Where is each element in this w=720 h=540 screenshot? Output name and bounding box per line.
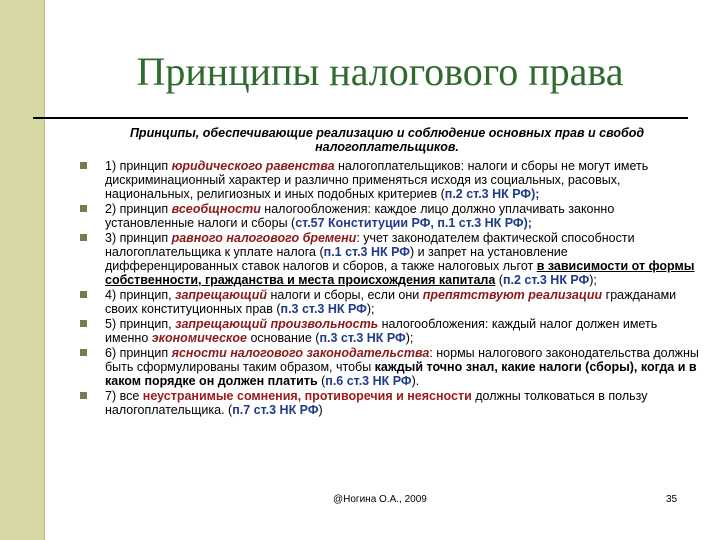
- item-text: 3) принцип: [105, 231, 172, 245]
- list-item-3: [80, 231, 700, 287]
- item-keyword: запрещающий: [175, 288, 268, 302]
- sidebar-divider: [44, 0, 45, 540]
- item-keyword: экономическое: [151, 331, 247, 345]
- item-legal-ref: п.3 ст.3 НК РФ: [280, 302, 367, 316]
- item-text: 4) принцип,: [105, 288, 176, 302]
- item-text: );: [405, 331, 414, 345]
- item-text: (: [317, 374, 326, 388]
- list-item-6: [80, 346, 700, 388]
- item-legal-ref: п.1 ст.3 НК РФ: [323, 245, 410, 259]
- square-bullet-icon: [80, 205, 87, 212]
- item-emphasis: каждый точно знал, какие налоги (сборы), когда и в каком порядке он должен платить: [105, 360, 697, 388]
- item-text: . (: [221, 403, 233, 417]
- item-text: 6) принцип: [105, 346, 172, 360]
- slide-subtitle: Принципы, обеспечивающие реализацию и соблюдение основных прав и свобод налогоплательщиков.: [129, 126, 645, 154]
- item-text: 1) принцип: [105, 159, 172, 173]
- item-text: ) и запрет на установление дифференцированных ставок налогов и сборов, а также налоговых льгот: [105, 245, 568, 273]
- list-item-7: [80, 389, 700, 417]
- item-text: );: [531, 187, 540, 201]
- list-item-2: [80, 202, 700, 230]
- slide-title: Принципы налогового права: [136, 49, 624, 94]
- item-text: налогоплательщиков: налоги и сборы не могут иметь дискриминационный характер и различно применяться исходя из социальных, расовых, национальных, религиозных и иных подобных критериев (: [105, 159, 649, 201]
- item-keyword: неустранимые сомнения, противоречия и неясности: [142, 389, 472, 403]
- item-text: налогообложения: каждое лицо должно уплачивать законно установленные налоги и сборы (: [105, 202, 615, 230]
- item-keyword: ясности налогового законодательства: [171, 346, 430, 360]
- item-text: );: [366, 302, 375, 316]
- item-keyword: всеобщности: [171, 202, 261, 216]
- square-bullet-icon: [80, 392, 87, 399]
- item-text: налогообложения: каждый налог должен иметь именно: [105, 317, 658, 345]
- item-text: );: [589, 273, 597, 287]
- item-legal-ref: п.2 ст.3 НК РФ: [444, 187, 532, 201]
- item-keyword: равного налогового бремени: [171, 231, 357, 245]
- item-legal-ref: п.2 ст.3 НК РФ: [502, 273, 590, 287]
- square-bullet-icon: [80, 162, 87, 169]
- square-bullet-icon: [80, 234, 87, 241]
- item-text: 7) все: [105, 389, 143, 403]
- item-text: ): [318, 403, 323, 417]
- item-keyword: запрещающий произвольность: [175, 317, 379, 331]
- item-text: : учет законодателем фактической способности налогоплательщика к уплате налога (: [105, 231, 635, 259]
- item-text: основание (: [246, 331, 320, 345]
- list-item-5: [80, 317, 700, 345]
- item-text: 2) принцип: [105, 202, 172, 216]
- item-text: должны толковаться в пользу налогоплательщика: [105, 389, 648, 417]
- item-legal-ref: п.3 ст.3 НК РФ: [319, 331, 406, 345]
- title-underline: [33, 117, 688, 119]
- square-bullet-icon: [80, 291, 87, 298]
- item-legal-ref: п.6 ст.3 НК РФ: [325, 374, 412, 388]
- item-text: 5) принцип,: [105, 317, 176, 331]
- item-legal-ref: ст.57 Конституции РФ, п.1 ст.3 НК РФ: [295, 216, 524, 230]
- item-emphasis: в зависимости от формы собственности, гражданства и места происхождения капитала: [105, 259, 695, 287]
- item-keyword: препятствуют реализации: [422, 288, 603, 302]
- footer-author: @Ногина О.А., 2009: [333, 494, 427, 505]
- list-item-1: [80, 159, 700, 201]
- item-keyword: юридического равенства: [171, 159, 335, 173]
- principles-list: [80, 159, 700, 418]
- item-text: );: [523, 216, 532, 230]
- item-legal-ref: п.7 ст.3 НК РФ: [232, 403, 319, 417]
- page-number: 35: [666, 494, 678, 505]
- list-item-4: [80, 288, 700, 316]
- left-sidebar-band: [0, 0, 44, 540]
- item-text: налоги и сборы, если они: [267, 288, 423, 302]
- item-text: (: [495, 273, 503, 287]
- square-bullet-icon: [80, 320, 87, 327]
- item-text: ).: [411, 374, 420, 388]
- item-text: гражданами своих конституционных прав (: [105, 288, 677, 316]
- item-text: : нормы налогового законодательства должны быть сформулированы таким образом, чтобы: [105, 346, 699, 374]
- square-bullet-icon: [80, 349, 87, 356]
